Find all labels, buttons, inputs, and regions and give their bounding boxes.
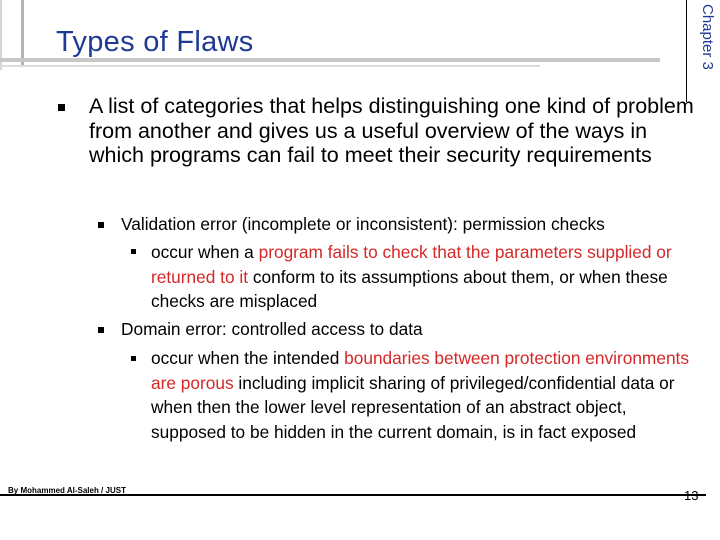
bullet-icon [131, 356, 136, 361]
bullet-icon [98, 327, 104, 333]
detail-text: occur when the intended [151, 348, 345, 368]
chapter-divider [686, 0, 687, 102]
detail-text: including implicit sharing of privileged/confidential data or when then the lower level representation of an abstract object, supposed to be hidden in the current domain, is in fact exposed [151, 372, 675, 442]
bullet-icon [58, 104, 65, 111]
detail-domain [151, 346, 706, 444]
highlight-text: program fails to check that the parameters supplied or returned to it [151, 242, 672, 287]
chapter-label: Chapter 3 [699, 4, 716, 70]
detail-text: conform to its assumptions about them, or when these checks are misplaced [151, 266, 668, 311]
footer-author: By Mohammed Al-Saleh / JUST [8, 486, 126, 495]
detail-validation [151, 240, 706, 314]
page-title: Types of Flaws [56, 26, 254, 58]
decorative-bar [0, 65, 540, 67]
detail-text: occur when a [151, 242, 259, 262]
bullet-icon [98, 222, 104, 228]
bullet-icon [131, 249, 136, 254]
highlight-text: boundaries between protection environments are porous [151, 348, 689, 393]
page-number: 13 [684, 488, 699, 503]
decorative-bar [21, 0, 24, 66]
sub-bullet-domain: Domain error: controlled access to data [121, 319, 423, 339]
main-bullet-text: A list of categories that helps distinguishing one kind of problem from another and gives us a useful overview of the ways in which programs can fail to meet their security requirements [89, 94, 694, 167]
sub-bullet-validation: Validation error (incomplete or inconsistent): permission checks [121, 214, 605, 234]
